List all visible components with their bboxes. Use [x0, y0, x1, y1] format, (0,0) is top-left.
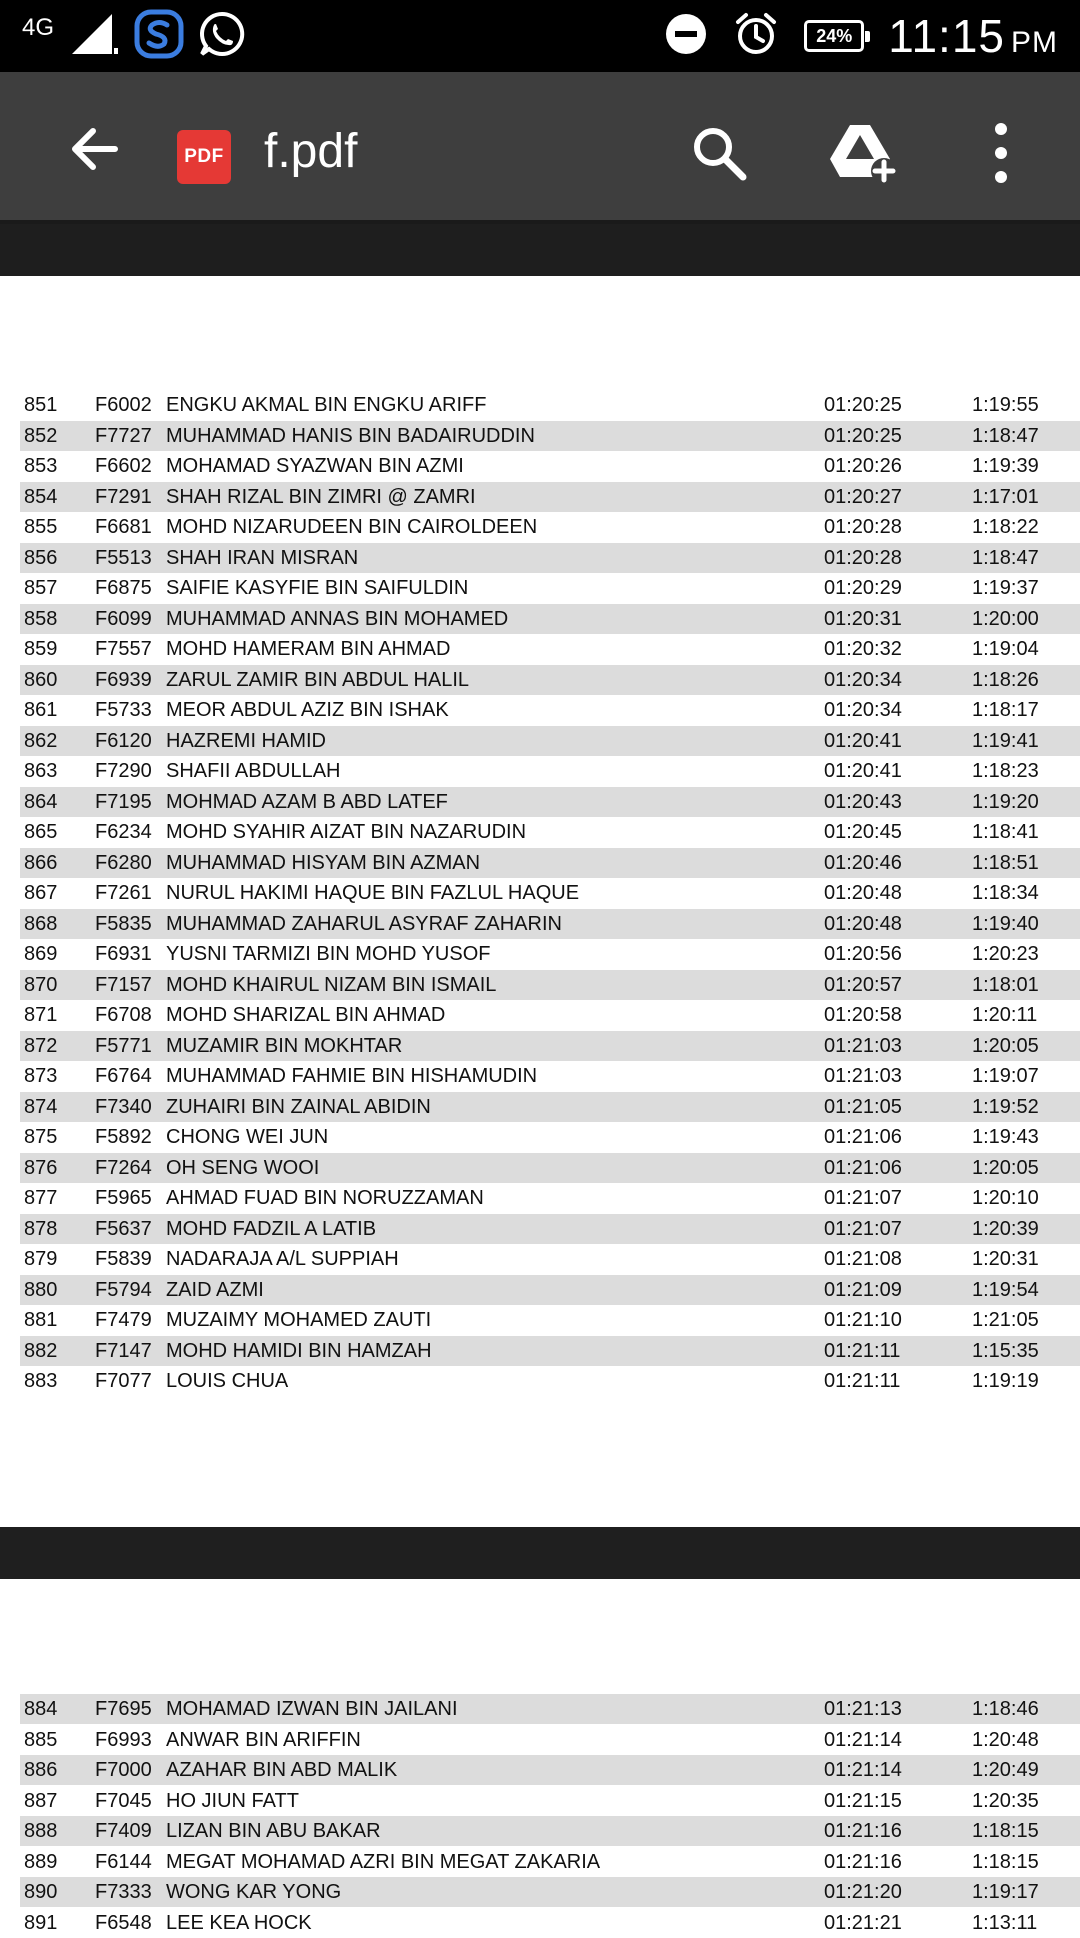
whatsapp-icon	[198, 10, 246, 63]
row-name: MUHAMMAD HISYAM BIN AZMAN	[166, 851, 481, 874]
row-net-time: 1:20:10	[972, 1187, 1039, 1209]
row-net-time: 1:18:51	[972, 851, 1039, 874]
table-row	[20, 1305, 1080, 1335]
row-name: LIZAN BIN ABU BAKAR	[166, 1820, 381, 1842]
table-row	[20, 756, 1080, 786]
row-net-time: 1:19:19	[972, 1370, 1039, 1392]
table-row	[20, 1725, 1080, 1755]
row-bib: F7195	[95, 790, 152, 813]
row-gun-time: 01:21:03	[824, 1034, 902, 1057]
row-bib: F6993	[95, 1728, 152, 1751]
row-name: MOHMAD AZAM B ABD LATEF	[166, 790, 448, 813]
row-name: AZAHAR BIN ABD MALIK	[166, 1759, 398, 1781]
more-options-button[interactable]	[966, 118, 1036, 188]
status-left	[22, 10, 246, 62]
page-separator-top	[0, 224, 1080, 276]
row-number: 862	[24, 729, 58, 752]
table-row	[20, 1786, 1080, 1816]
row-gun-time: 01:21:07	[824, 1217, 902, 1240]
row-net-time: 1:18:46	[972, 1698, 1039, 1720]
row-bib: F6099	[95, 607, 152, 630]
row-bib: F7333	[95, 1881, 152, 1903]
table-row	[20, 817, 1080, 847]
row-bib: F7340	[95, 1095, 152, 1118]
row-net-time: 1:19:41	[972, 729, 1039, 752]
row-net-time: 1:20:11	[972, 1004, 1038, 1026]
row-net-time: 1:20:39	[972, 1217, 1039, 1240]
row-gun-time: 01:21:09	[824, 1278, 902, 1301]
row-bib: F7727	[95, 424, 152, 447]
back-button[interactable]	[60, 114, 130, 184]
table-row	[20, 878, 1080, 908]
row-number: 875	[24, 1126, 58, 1148]
row-bib: F7000	[95, 1759, 152, 1781]
row-gun-time: 01:20:48	[824, 882, 902, 904]
row-name: ANWAR BIN ARIFFIN	[166, 1728, 361, 1751]
row-number: 883	[24, 1370, 58, 1392]
row-bib: F6602	[95, 455, 152, 477]
search-icon	[689, 123, 749, 183]
row-net-time: 1:19:37	[972, 577, 1039, 599]
row-bib: F7291	[95, 485, 152, 508]
row-name: SHAFII ABDULLAH	[166, 760, 341, 782]
row-number: 871	[24, 1004, 58, 1026]
row-gun-time: 01:20:46	[824, 851, 902, 874]
row-number: 863	[24, 760, 58, 782]
table-row	[20, 726, 1080, 756]
table-row	[20, 451, 1080, 481]
app-s-icon	[134, 9, 184, 64]
row-gun-time: 01:20:26	[824, 455, 902, 477]
row-bib: F6234	[95, 821, 152, 843]
row-number: 854	[24, 485, 58, 508]
row-number: 872	[24, 1034, 58, 1057]
row-gun-time: 01:21:03	[824, 1065, 902, 1087]
row-number: 865	[24, 821, 58, 843]
row-name: MOHD NIZARUDEEN BIN CAIROLDEEN	[166, 516, 538, 538]
row-name: AHMAD FUAD BIN NORUZZAMAN	[166, 1187, 484, 1209]
row-net-time: 1:19:40	[972, 912, 1039, 935]
row-net-time: 1:15:35	[972, 1339, 1039, 1362]
row-number: 853	[24, 455, 58, 477]
table-row	[20, 390, 1080, 420]
row-bib: F7557	[95, 638, 152, 660]
row-number: 856	[24, 546, 58, 569]
table-row	[20, 848, 1080, 878]
row-bib: F7479	[95, 1309, 152, 1331]
row-net-time: 1:20:49	[972, 1759, 1039, 1781]
table-row	[20, 1061, 1080, 1091]
table-row	[20, 1816, 1080, 1846]
row-net-time: 1:18:01	[972, 973, 1039, 996]
row-bib: F5637	[95, 1217, 152, 1240]
row-bib: F7264	[95, 1156, 152, 1179]
row-bib: F5839	[95, 1248, 152, 1270]
row-net-time: 1:20:05	[972, 1034, 1039, 1057]
row-number: 852	[24, 424, 58, 447]
row-net-time: 1:18:22	[972, 516, 1039, 538]
row-number: 886	[24, 1759, 58, 1781]
row-bib: F7695	[95, 1698, 152, 1720]
table-row	[20, 909, 1080, 939]
clock	[888, 9, 1058, 63]
clock-time: 11:15	[888, 10, 1005, 62]
table-row	[20, 695, 1080, 725]
drive-add-icon	[828, 121, 898, 185]
row-gun-time: 01:20:58	[824, 1004, 902, 1026]
table-row	[20, 1336, 1080, 1366]
table-row	[20, 939, 1080, 969]
clock-ampm: PM	[1011, 26, 1058, 59]
row-name: MUZAIMY MOHAMED ZAUTI	[166, 1309, 432, 1331]
row-gun-time: 01:21:11	[824, 1339, 901, 1362]
row-name: LOUIS CHUA	[166, 1370, 289, 1392]
row-number: 882	[24, 1339, 58, 1362]
row-gun-time: 01:21:13	[824, 1698, 902, 1720]
row-number: 885	[24, 1728, 58, 1751]
table-row	[20, 1244, 1080, 1274]
row-name: HAZREMI HAMID	[166, 729, 326, 752]
row-net-time: 1:13:11	[972, 1911, 1038, 1934]
row-name: ZAID AZMI	[166, 1278, 264, 1301]
table-row	[20, 970, 1080, 1000]
row-net-time: 1:18:47	[972, 424, 1039, 447]
row-gun-time: 01:20:41	[824, 760, 902, 782]
row-name: SAIFIE KASYFIE BIN SAIFULDIN	[166, 577, 469, 599]
row-gun-time: 01:20:56	[824, 943, 902, 965]
row-net-time: 1:20:23	[972, 943, 1039, 965]
row-bib: F6931	[95, 943, 152, 965]
row-bib: F5892	[95, 1126, 152, 1148]
page-gap	[0, 1527, 1080, 1579]
row-gun-time: 01:20:25	[824, 394, 902, 416]
row-name: ZARUL ZAMIR BIN ABDUL HALIL	[166, 668, 470, 691]
table-row	[20, 1847, 1080, 1877]
row-net-time: 1:19:55	[972, 394, 1039, 416]
row-gun-time: 01:21:21	[824, 1911, 902, 1934]
status-right	[664, 6, 1058, 66]
table-row	[20, 665, 1080, 695]
row-bib: F6875	[95, 577, 152, 599]
row-bib: F7290	[95, 760, 152, 782]
row-gun-time: 01:20:29	[824, 577, 902, 599]
row-name: SHAH IRAN MISRAN	[166, 546, 359, 569]
row-bib: F5835	[95, 912, 152, 935]
row-name: ZUHAIRI BIN ZAINAL ABIDIN	[166, 1095, 431, 1118]
search-button[interactable]	[684, 118, 754, 188]
row-name: HO JIUN FATT	[166, 1789, 299, 1812]
row-bib: F5733	[95, 699, 152, 721]
row-number: 867	[24, 882, 58, 904]
table-row	[20, 1183, 1080, 1213]
row-gun-time: 01:21:14	[824, 1728, 902, 1751]
row-gun-time: 01:21:08	[824, 1248, 902, 1270]
status-bar	[0, 0, 1080, 72]
row-bib: F5794	[95, 1278, 152, 1301]
table-row	[20, 1000, 1080, 1030]
row-number: 857	[24, 577, 58, 599]
app-bar	[0, 72, 1080, 224]
row-bib: F6764	[95, 1065, 152, 1087]
row-number: 879	[24, 1248, 58, 1270]
row-gun-time: 01:21:15	[824, 1789, 902, 1812]
row-gun-time: 01:21:07	[824, 1187, 902, 1209]
row-number: 880	[24, 1278, 58, 1301]
row-number: 860	[24, 668, 58, 691]
row-gun-time: 01:20:28	[824, 546, 902, 569]
row-bib: F7261	[95, 882, 152, 904]
row-name: MOHAMAD IZWAN BIN JAILANI	[166, 1698, 458, 1720]
row-name: MOHD FADZIL A LATIB	[166, 1217, 377, 1240]
row-gun-time: 01:20:43	[824, 790, 902, 813]
row-name: MUZAMIR BIN MOKHTAR	[166, 1034, 403, 1057]
row-number: 876	[24, 1156, 58, 1179]
row-number: 855	[24, 516, 58, 538]
table-row	[20, 543, 1080, 573]
row-net-time: 1:19:07	[972, 1065, 1039, 1087]
row-number: 859	[24, 638, 58, 660]
row-number: 884	[24, 1698, 58, 1720]
table-row	[20, 1755, 1080, 1785]
row-bib: F5965	[95, 1187, 152, 1209]
table-row	[20, 512, 1080, 542]
row-number: 887	[24, 1789, 58, 1812]
row-name: MUHAMMAD FAHMIE BIN HISHAMUDIN	[166, 1065, 538, 1087]
do-not-disturb-icon	[664, 12, 708, 61]
row-bib: F6144	[95, 1850, 152, 1873]
table-row	[20, 1694, 1080, 1724]
row-number: 889	[24, 1850, 58, 1873]
row-name: MEOR ABDUL AZIZ BIN ISHAK	[166, 699, 449, 721]
row-number: 881	[24, 1309, 58, 1331]
table-row	[20, 421, 1080, 451]
table-row	[20, 1908, 1080, 1938]
row-bib: F5513	[95, 546, 152, 569]
row-name: ENGKU AKMAL BIN ENGKU ARIFF	[166, 394, 487, 416]
row-number: 861	[24, 699, 58, 721]
row-net-time: 1:19:17	[972, 1881, 1039, 1903]
row-bib: F6681	[95, 516, 152, 538]
row-number: 851	[24, 394, 58, 416]
row-name: NADARAJA A/L SUPPIAH	[166, 1248, 399, 1270]
row-bib: F7157	[95, 973, 152, 996]
row-name: MOHAMAD SYAZWAN BIN AZMI	[166, 455, 464, 477]
row-bib: F7077	[95, 1370, 152, 1392]
row-gun-time: 01:20:34	[824, 668, 902, 691]
row-bib: F6120	[95, 729, 152, 752]
table-row	[20, 1031, 1080, 1061]
row-gun-time: 01:20:48	[824, 912, 902, 935]
row-name: CHONG WEI JUN	[166, 1126, 329, 1148]
row-net-time: 1:18:26	[972, 668, 1039, 691]
row-net-time: 1:20:05	[972, 1156, 1039, 1179]
row-bib: F6548	[95, 1911, 152, 1934]
signal-icon	[68, 12, 120, 61]
table-row	[20, 1092, 1080, 1122]
row-number: 878	[24, 1217, 58, 1240]
row-gun-time: 01:20:41	[824, 729, 902, 752]
back-arrow-icon	[67, 121, 123, 177]
row-net-time: 1:18:23	[972, 760, 1039, 782]
row-gun-time: 01:20:57	[824, 973, 902, 996]
battery-icon: 24%	[804, 20, 864, 52]
row-net-time: 1:19:39	[972, 455, 1039, 477]
row-net-time: 1:19:54	[972, 1278, 1039, 1301]
table-row	[20, 787, 1080, 817]
row-bib: F6280	[95, 851, 152, 874]
row-net-time: 1:17:01	[972, 485, 1039, 508]
row-net-time: 1:18:47	[972, 546, 1039, 569]
table-row	[20, 1366, 1080, 1396]
row-name: MUHAMMAD ANNAS BIN MOHAMED	[166, 607, 509, 630]
row-name: OH SENG WOOI	[166, 1156, 320, 1179]
row-net-time: 1:21:05	[972, 1309, 1039, 1331]
row-net-time: 1:18:41	[972, 821, 1039, 843]
add-to-drive-button[interactable]	[828, 118, 898, 188]
row-gun-time: 01:20:45	[824, 821, 902, 843]
table-row	[20, 1153, 1080, 1183]
file-name-title: f.pdf	[264, 125, 358, 178]
row-gun-time: 01:21:10	[824, 1309, 902, 1331]
row-net-time: 1:20:48	[972, 1728, 1039, 1751]
row-bib: F7045	[95, 1789, 152, 1812]
row-gun-time: 01:21:05	[824, 1095, 902, 1118]
row-gun-time: 01:20:25	[824, 424, 902, 447]
row-net-time: 1:19:20	[972, 790, 1039, 813]
alarm-icon	[732, 10, 780, 63]
row-net-time: 1:19:04	[972, 638, 1039, 660]
row-net-time: 1:19:52	[972, 1095, 1039, 1118]
row-name: SHAH RIZAL BIN ZIMRI @ ZAMRI	[166, 485, 476, 508]
row-net-time: 1:18:15	[972, 1850, 1039, 1873]
row-number: 888	[24, 1820, 58, 1842]
table-row	[20, 634, 1080, 664]
row-net-time: 1:20:00	[972, 607, 1039, 630]
row-name: MOHD SHARIZAL BIN AHMAD	[166, 1004, 446, 1026]
table-row	[20, 1877, 1080, 1907]
row-number: 866	[24, 851, 58, 874]
row-number: 890	[24, 1881, 58, 1903]
row-name: NURUL HAKIMI HAQUE BIN FAZLUL HAQUE	[166, 882, 580, 904]
table-row	[20, 604, 1080, 634]
table-row	[20, 1122, 1080, 1152]
row-number: 868	[24, 912, 58, 935]
row-name: YUSNI TARMIZI BIN MOHD YUSOF	[166, 943, 491, 965]
row-number: 891	[24, 1911, 58, 1934]
row-gun-time: 01:20:32	[824, 638, 902, 660]
row-bib: F6002	[95, 394, 152, 416]
row-bib: F7147	[95, 1339, 152, 1362]
row-name: MEGAT MOHAMAD AZRI BIN MEGAT ZAKARIA	[166, 1850, 601, 1873]
row-gun-time: 01:21:06	[824, 1126, 902, 1148]
row-gun-time: 01:21:20	[824, 1881, 902, 1903]
row-name: WONG KAR YONG	[166, 1881, 342, 1903]
row-name: MUHAMMAD ZAHARUL ASYRAF ZAHARIN	[166, 912, 562, 935]
row-number: 877	[24, 1187, 58, 1209]
row-gun-time: 01:20:28	[824, 516, 902, 538]
row-number: 869	[24, 943, 58, 965]
pdf-file-icon: PDF	[177, 130, 231, 184]
row-gun-time: 01:21:06	[824, 1156, 902, 1179]
row-name: MOHD SYAHIR AIZAT BIN NAZARUDIN	[166, 821, 527, 843]
row-gun-time: 01:20:34	[824, 699, 902, 721]
row-bib: F6939	[95, 668, 152, 691]
row-bib: F6708	[95, 1004, 152, 1026]
row-gun-time: 01:21:14	[824, 1759, 902, 1781]
row-name: LEE KEA HOCK	[166, 1911, 312, 1934]
row-name: MUHAMMAD HANIS BIN BADAIRUDDIN	[166, 424, 535, 447]
table-row	[20, 573, 1080, 603]
row-name: MOHD KHAIRUL NIZAM BIN ISMAIL	[166, 973, 497, 996]
row-bib: F5771	[95, 1034, 152, 1057]
table-row	[20, 482, 1080, 512]
row-gun-time: 01:21:11	[824, 1370, 901, 1392]
row-net-time: 1:18:15	[972, 1820, 1039, 1842]
row-net-time: 1:19:43	[972, 1126, 1039, 1148]
row-number: 870	[24, 973, 58, 996]
row-gun-time: 01:21:16	[824, 1850, 902, 1873]
row-gun-time: 01:21:16	[824, 1820, 902, 1842]
row-bib: F7409	[95, 1820, 152, 1842]
row-gun-time: 01:20:27	[824, 485, 902, 508]
row-number: 874	[24, 1095, 58, 1118]
table-row	[20, 1275, 1080, 1305]
row-name: MOHD HAMIDI BIN HAMZAH	[166, 1339, 432, 1362]
network-type-label: 4G	[22, 14, 55, 41]
row-name: MOHD HAMERAM BIN AHMAD	[166, 638, 451, 660]
row-net-time: 1:18:17	[972, 699, 1039, 721]
row-net-time: 1:20:35	[972, 1789, 1039, 1812]
row-number: 858	[24, 607, 58, 630]
more-vert-icon	[991, 121, 1011, 185]
row-gun-time: 01:20:31	[824, 607, 902, 630]
table-row	[20, 1214, 1080, 1244]
row-number: 873	[24, 1065, 58, 1087]
row-net-time: 1:18:34	[972, 882, 1039, 904]
row-net-time: 1:20:31	[972, 1248, 1039, 1270]
row-number: 864	[24, 790, 58, 813]
